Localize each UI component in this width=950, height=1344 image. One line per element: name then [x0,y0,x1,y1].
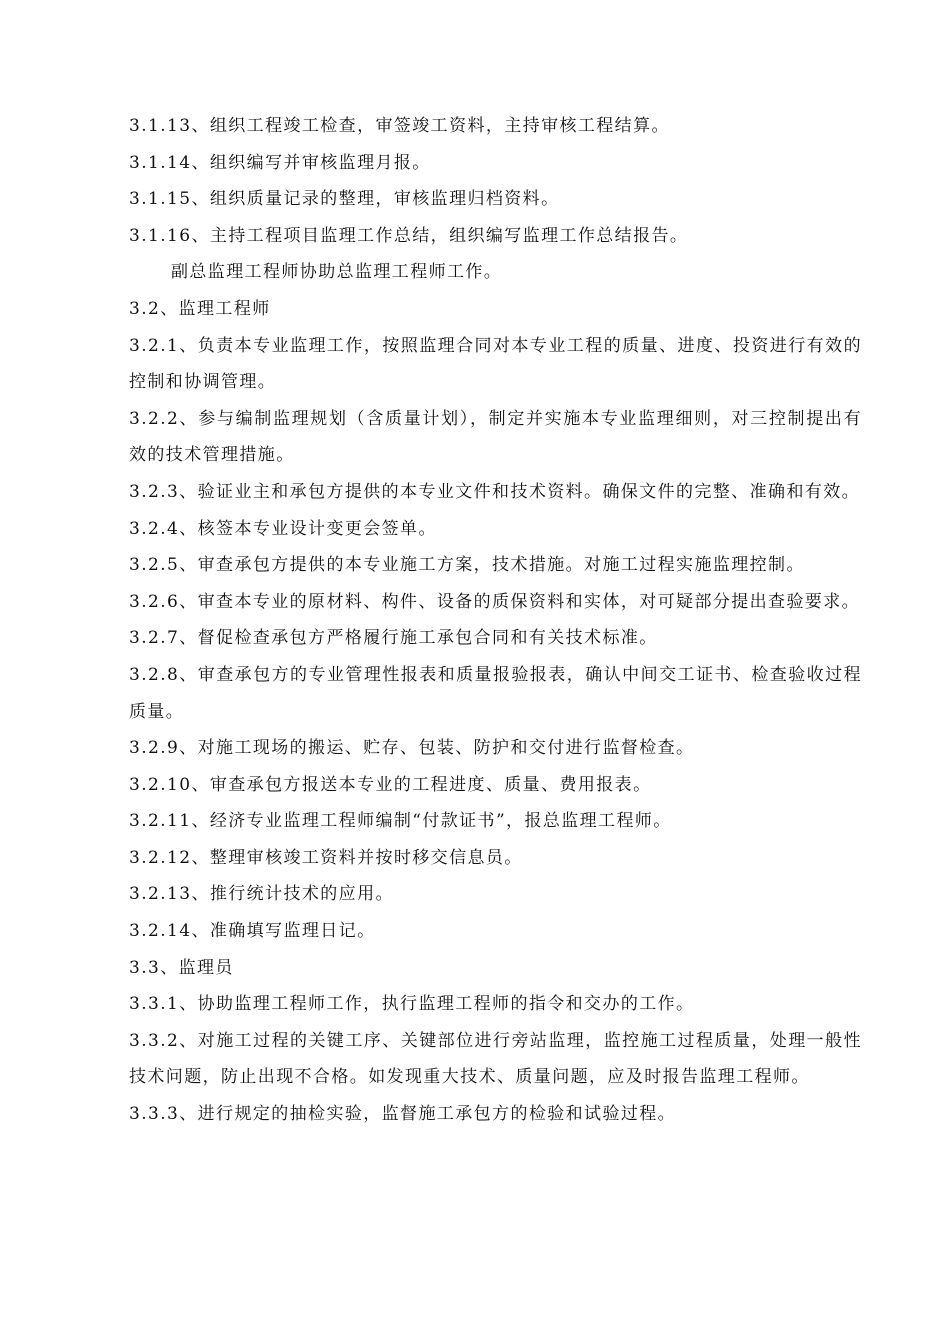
clause-3-1-14: 3.1.14、组织编写并审核监理月报。 [129,152,431,173]
deputy-chief-note: 副总监理工程师协助总监理工程师工作。 [171,262,503,283]
clause-3-2-8: 3.2.8、审查承包方的专业管理性报表和质量报验报表，确认中间交工证书、检查验收过程质量。 [129,664,862,722]
clause-3-3-1: 3.3.1、协助监理工程师工作，执行监理工程师的指令和交办的工作。 [129,994,695,1015]
clause-3-2-13: 3.2.13、推行统计技术的应用。 [129,884,394,905]
clause-3-2-10: 3.2.10、审查承包方报送本专业的工程进度、质量、费用报表。 [129,774,652,795]
clause-3-2-12: 3.2.12、整理审核竣工资料并按时移交信息员。 [129,847,523,868]
clause-3-3-2: 3.3.2、对施工过程的关键工序、关键部位进行旁站监理，监控施工过程质量，处理一般性技术问题，防止出现不合格。如发现重大技术、质量问题，应及时报告监理工程师。 [129,1030,862,1088]
clause-3-2-1: 3.2.1、负责本专业监理工作，按照监理合同对本专业工程的质量、进度、投资进行有效的控制和协调管理。 [129,335,862,393]
clause-3-2-2: 3.2.2、参与编制监理规划（含质量计划），制定并实施本专业监理细则，对三控制提出有效的技术管理措施。 [129,408,862,466]
clause-3-2-14: 3.2.14、准确填写监理日记。 [129,921,376,942]
clause-3-2-3: 3.2.3、验证业主和承包方提供的本专业文件和技术资料。确保文件的完整、准确和有效。 [129,481,861,502]
section-heading-3-2: 3.2、监理工程师 [129,298,271,319]
clause-3-2-11: 3.2.11、经济专业监理工程师编制“付款证书”，报总监理工程师。 [129,811,672,832]
document-body [129,108,862,1133]
clause-3-1-15: 3.1.15、组织质量记录的整理，审核监理归档资料。 [129,189,560,210]
clause-3-2-9: 3.2.9、对施工现场的搬运、贮存、包装、防护和交付进行监督检查。 [129,738,695,759]
clause-3-2-5: 3.2.5、审查承包方提供的本专业施工方案，技术措施。对施工过程实施监理控制。 [129,555,805,576]
clause-3-3-3: 3.3.3、进行规定的抽检实验，监督施工承包方的检验和试验过程。 [129,1104,677,1125]
clause-3-2-7: 3.2.7、督促检查承包方严格履行施工承包合同和有关技术标准。 [129,628,658,649]
section-heading-3-3: 3.3、监理员 [129,957,234,978]
clause-3-1-16: 3.1.16、主持工程项目监理工作总结，组织编写监理工作总结报告。 [129,225,689,246]
clause-3-1-13: 3.1.13、组织工程竣工检查，审签竣工资料，主持审核工程结算。 [129,116,670,136]
clause-3-2-4: 3.2.4、核签本专业设计变更会签单。 [129,518,437,539]
clause-3-2-6: 3.2.6、审查本专业的原材料、构件、设备的质保资料和实体，对可疑部分提出查验要求。 [129,591,861,612]
